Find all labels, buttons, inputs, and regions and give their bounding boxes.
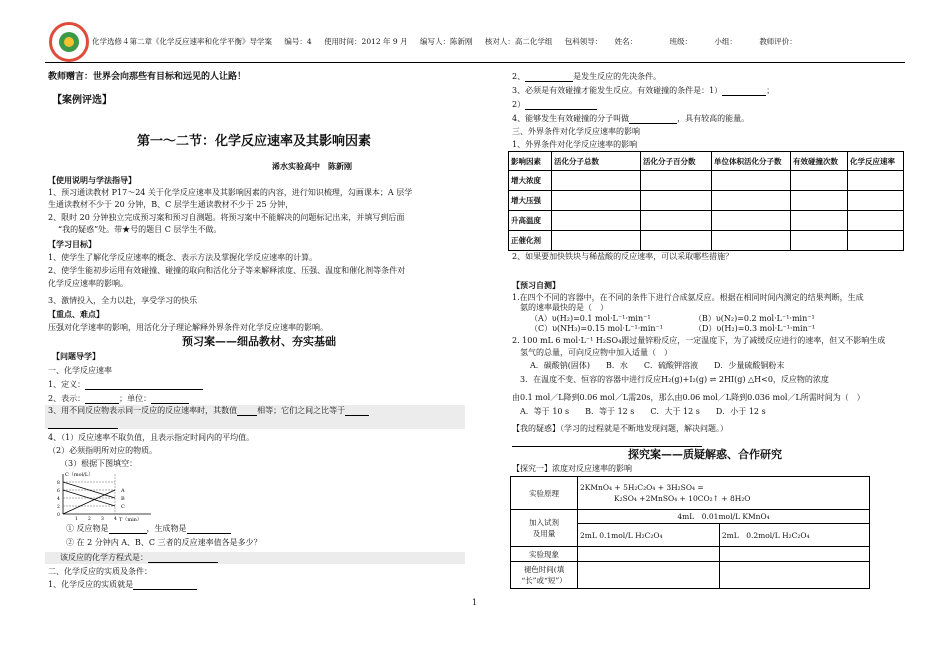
school-logo: [49, 22, 89, 62]
section-3: 三、外界条件对化学反应速率的影响: [512, 127, 640, 136]
test-1-b: （B）υ(N₂)=0.2 mol·L⁻¹·min⁻¹: [694, 314, 815, 323]
test-1-c: （C）υ(NH₃)=0.15 mol·L⁻¹·min⁻¹: [530, 324, 663, 333]
table-row: 实验原理 2KMnO₄ + 5H₂C₂O₄ + 3H₂SO₄ = K₂SO₄ +2MnSO₄ + 10CO₂↑ + 8H₂O: [511, 477, 870, 510]
usage-1b: 生通读教材不少于 20 分钟，B、C 层学生通读教材不少于 25 分钟，: [48, 200, 294, 209]
question-2: 2、如果要加快铁块与稀盐酸的反应速率，可以采取哪些措施？: [512, 252, 734, 261]
graph-label-b: B: [121, 496, 125, 502]
table-row: 褪色时间(填 “长”或“短”）: [511, 562, 870, 589]
graph-y-tick: 2: [57, 505, 60, 510]
table-row: 2mL 0.1mol/L H₂C₂O₄ 2mL 0.2mol/L H₂C₂O₄: [511, 524, 870, 547]
right-3c: 2）: [512, 100, 597, 110]
def-4: 4、（1）反应速率不取负值，且表示指定时间内的平均值。: [48, 433, 255, 442]
section-1: 一、化学反应速率: [48, 366, 112, 375]
preview-title: 预习案——细品教材、夯实基础: [182, 335, 336, 348]
doubt-heading: 【我的疑惑】（学习的过程就是不断地发现问题，解决问题。）: [512, 424, 728, 433]
case-heading: 【案例评选】: [52, 95, 112, 106]
teacher-motto: 教师赠言：世界会向那些有目标和远见的人让路！: [48, 72, 247, 82]
goal-2: 2、使学生能初步运用有效碰撞、碰撞的取向和活化分子等来解释浓度、压强、温度和催化剂等条件对: [48, 266, 406, 275]
def-4b: （2）必须指明所对应的物质。: [48, 446, 158, 455]
test-1-a: （A）υ(H₂)=0.1 mol·L⁻¹·min⁻¹: [530, 314, 651, 323]
lesson-title: 第一～二节：化学反应速率及其影响因素: [137, 134, 372, 149]
table-row: 正催化剂: [509, 231, 904, 251]
table-row: 增大压强: [509, 191, 904, 211]
page-number: 1: [472, 598, 478, 607]
def-4c: （3）根据下图填空：: [60, 459, 138, 468]
right-4: 4、能够发生有效碰撞的分子叫做 ，具有较高的能量。: [512, 114, 750, 123]
factors-table: [508, 151, 904, 251]
test-1b: 氨的速率最快的是（ ）: [520, 303, 608, 312]
doubt-blank: [512, 437, 702, 447]
usage-1: 1、预习通读教材 P17～24 关于化学反应速率及其影响因素的内容，进行知识梳理，勾画课本；A 层学: [48, 188, 413, 197]
essence-line: 1、化学反应的实质就是: [48, 580, 197, 590]
test-1-d: （D）υ(H₂)=0.3 mol·L⁻¹·min⁻¹: [694, 324, 816, 333]
equation-line: 该反应的化学方程式是：: [60, 553, 218, 563]
usage-2b: “我的疑惑”处。带★号的题目 C 层学生不做。: [58, 225, 222, 234]
goal-1: 1、使学生了解化学反应速率的概念、表示方法及掌握化学反应速率的计算。: [48, 253, 318, 262]
graph-x-tick: 2: [88, 517, 91, 522]
table-row: 实验现象: [511, 547, 870, 562]
author-line: 浠水实验高中 陈新刚: [272, 162, 352, 171]
section-3a: 1、外界条件对化学反应速率的影响: [512, 140, 638, 149]
key-heading: 【重点、难点】: [48, 310, 104, 319]
graph-x-tick: 3: [101, 517, 104, 522]
def-2: 2、表示： ；单位：: [48, 394, 189, 404]
graph-y-tick: 6: [57, 489, 60, 494]
page-header: 化学选修４第二章《化学反应速率和化学平衡》导学案 编号：4 使用时间：2012 年 9 月 编写人：陈新刚 核对人：高二化学组 包科领导： 姓名： 班级： 小组： 教师评价：: [92, 37, 797, 46]
explore-1-heading: 【探究一】浓度对反应速率的影响: [512, 464, 632, 473]
def-3: 3、用不同反应物表示同一反应的反应速率时，其数值 相等；它们之间之比等于: [48, 406, 369, 416]
goal-3: 3、激情投入，全力以赴，享受学习的快乐: [48, 296, 198, 305]
question-heading: 【问题导学】: [52, 352, 100, 361]
goal-2b: 化学反应速率的影响。: [48, 279, 128, 288]
right-2: 2、 是发生反应的先决条件。: [512, 72, 662, 81]
test-1: 1.在四个不同的容器中，在不同的条件下进行合成氨反应。根据在相同时间内测定的结果判断，生成: [512, 293, 864, 302]
test-3: 3．在温度不变、恒容的容器中进行反应H₂(g)+I₂(g) ⇌ 2HI(g) △H<0，反应物的浓度: [520, 375, 829, 384]
test-2-options: A．碳酸钠(固体) B．水 C．硫酸钾溶液 D．少量硫酸铜粉末: [530, 361, 785, 370]
def-1: 1、定义：: [48, 380, 203, 390]
graph-y-tick: 8: [57, 481, 60, 486]
graph-label-c: C: [121, 504, 125, 510]
usage-heading: 【使用说明与学法指导】: [48, 176, 136, 185]
test-3b: 由0.1 mol／L降到0.06 mol／L需20s，那么由0.06 mol／L降到0.036 mol／L所需时间为（ ）: [512, 393, 865, 402]
graph-label-a: A: [121, 488, 125, 494]
graph-y-label: C（mol/L）: [65, 472, 94, 478]
graph-x-tick: 1: [75, 517, 78, 522]
self-test-heading: 【预习自测】: [512, 281, 560, 290]
key-text: 压强对化学速率的影响，用活化分子理论解释外界条件对化学反应速率的影响。: [48, 323, 328, 332]
table-row: 增大浓度: [509, 171, 904, 191]
goal-heading: 【学习目标】: [48, 240, 96, 249]
def-3-blank: [48, 419, 118, 429]
test-2: 2. 100 mL 6 mol·L⁻¹ H₂SO₄跟过量锌粉反应，一定温度下，为了减缓反应进行的速率，但又不影响生成: [512, 336, 886, 345]
fill-1: ① 反应物是 ，生成物是: [66, 524, 231, 534]
concentration-time-graph: [55, 470, 165, 522]
right-3: 3、必须是有效碰撞才能发生反应。有效碰撞的条件是：1） ；: [512, 86, 775, 95]
usage-2: 2、限时 20 分钟独立完成预习案和预习自测题。将预习案中不能解决的问题标记出来，并填写到后面: [48, 213, 405, 222]
table-header-row: 影响因素 活化分子总数 活化分子百分数 单位体积活化分子数 有效碰撞次数 化学反应速率: [509, 152, 904, 171]
table-row: 升高温度: [509, 211, 904, 231]
test-3-options: A．等于 10 s B．等于 12 s C．大于 12 s D．小于 12 s: [520, 407, 766, 416]
graph-y-tick: 4: [57, 497, 60, 502]
table-row: 加入试剂 及用量 4mL 0.01mol/L KMnO₄: [511, 510, 870, 524]
test-2b: 氢气的总量，可向反应物中加入适量（ ）: [520, 348, 672, 357]
graph-x-tick: 4: [114, 517, 117, 522]
graph-y-tick: 0: [57, 513, 60, 518]
section-2: 二、化学反应的实质及条件：: [48, 567, 152, 576]
graph-x-label: T（min）: [119, 517, 142, 522]
header-divider: [45, 62, 905, 63]
fill-2: ② 在 2 分钟内 A、B、C 三者的反应速率值各是多少？: [66, 538, 262, 547]
explore-title: 探究案——质疑解惑、合作研究: [628, 448, 782, 461]
experiment-table: [510, 476, 870, 589]
